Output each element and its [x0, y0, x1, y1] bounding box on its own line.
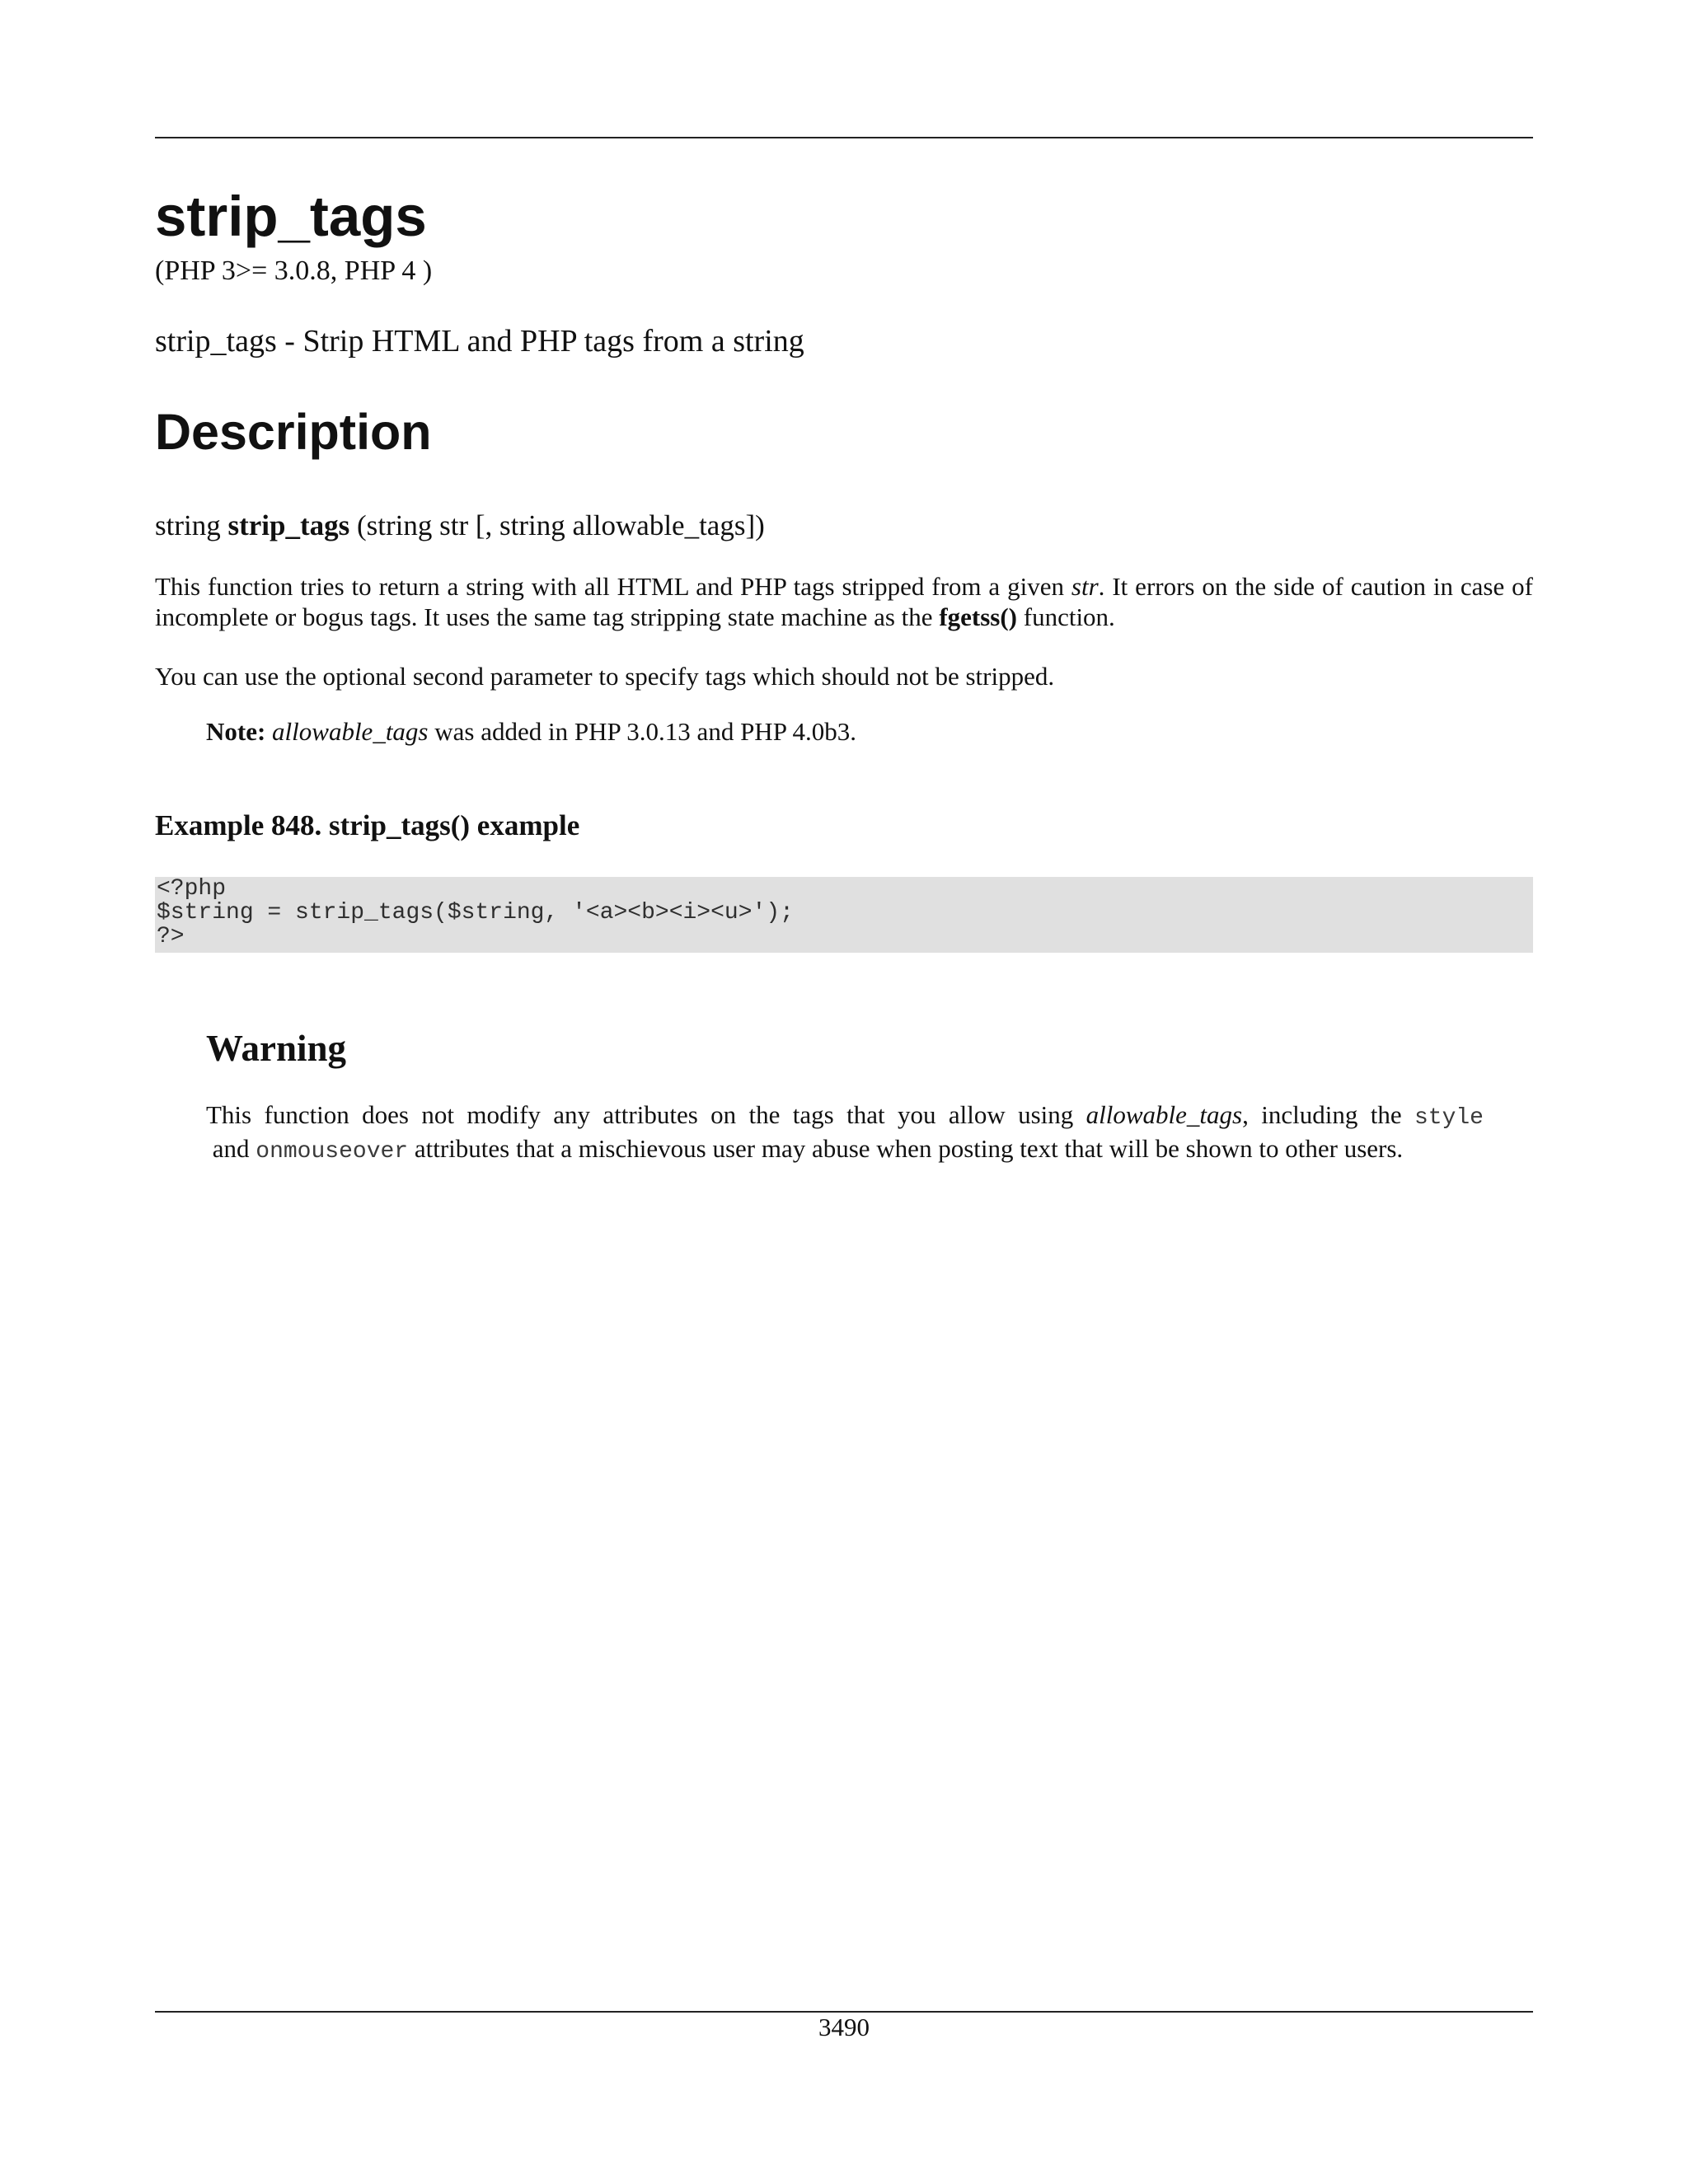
code-block: [155, 877, 1533, 953]
refname: strip_tags: [155, 324, 277, 359]
para-text: This function tries to return a string with all HTML and PHP tags stripped from a given: [155, 572, 1071, 601]
version-note: [206, 717, 856, 747]
warning-text-part: and: [206, 1134, 256, 1163]
warning-text-part: , including the: [1242, 1100, 1414, 1129]
warning-text: [206, 1099, 1484, 1167]
code-line: ?>: [157, 924, 185, 949]
note-label: Note:: [206, 717, 266, 746]
function-synopsis: [155, 509, 765, 542]
param-str: str: [1071, 572, 1099, 601]
synopsis-params: (string str [, string allowable_tags]): [357, 509, 765, 541]
param-allowable-tags: allowable_tags: [272, 717, 429, 746]
function-link-fgetss[interactable]: fgetss(): [939, 602, 1017, 631]
description-heading: Description: [155, 404, 432, 460]
php-versions: (PHP 3>= 3.0.8, PHP 4 ): [155, 255, 433, 286]
refpurpose: Strip HTML and PHP tags from a string: [302, 324, 804, 359]
warning-text-part: attributes that a mischievous user may abuse when posting text that will be shown to other users.: [408, 1134, 1404, 1163]
header-rule: [155, 137, 1533, 138]
note-text: was added in PHP 3.0.13 and PHP 4.0b3.: [428, 717, 857, 746]
warning-text-part: This function does not modify any attributes on the tags that you allow using: [206, 1100, 1086, 1129]
refname-line: [155, 323, 804, 359]
para-text: function.: [1017, 602, 1115, 631]
example-title: Example 848. strip_tags() example: [155, 809, 580, 841]
code-style: style: [1414, 1105, 1484, 1131]
refname-separator: -: [276, 324, 303, 359]
para-text: . It errors on the side of caution in case of incomplete or bogus tags. It uses the same tag stripping state machine as the: [155, 572, 1533, 631]
param-allowable-tags: allowable_tags: [1085, 1100, 1243, 1129]
optional-parameter-paragraph: You can use the optional second parameter to specify tags which should not be stripped.: [155, 662, 1055, 691]
code-line: $string = strip_tags($string, '<a><b><i><u>');: [157, 900, 794, 926]
synopsis-function-name: strip_tags: [227, 509, 350, 541]
page-title: strip_tags: [155, 185, 427, 248]
document-page: [155, 0, 1533, 2184]
synopsis-return-type: string: [155, 509, 221, 541]
page-number: 3490: [818, 2013, 870, 2041]
code-line: <?php: [157, 876, 227, 902]
warning-title: Warning: [206, 1028, 347, 1069]
code-onmouseover: onmouseover: [256, 1139, 409, 1165]
description-paragraph: [155, 571, 1533, 632]
